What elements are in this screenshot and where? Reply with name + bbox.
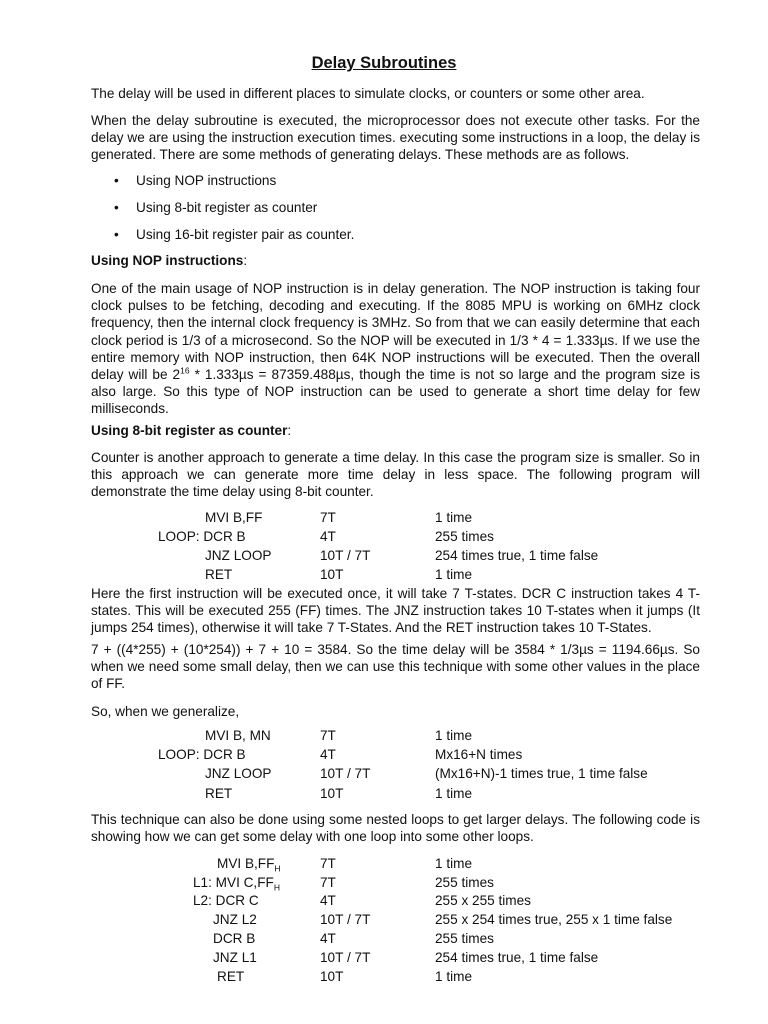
code-instruction: RET bbox=[205, 786, 233, 801]
heading-colon: : bbox=[243, 253, 248, 268]
hex-subscript: H bbox=[273, 882, 280, 893]
code-tstates: 10T / 7T bbox=[320, 950, 371, 965]
code-tstates: 4T bbox=[320, 529, 336, 544]
code-line bbox=[0, 969, 768, 988]
code-line bbox=[0, 728, 768, 747]
code-instruction: LOOP: DCR B bbox=[158, 747, 246, 762]
code-line bbox=[0, 875, 768, 894]
counter-paragraph: Counter is another approach to generate a time delay. In this case the program size is smaller. So in this approach we can generate more time delay in less space. The following program will demonstrate the time delay using 8-bit counter. bbox=[91, 450, 700, 500]
method-label: Using 16-bit register pair as counter. bbox=[136, 227, 355, 242]
code-count: Mx16+N times bbox=[435, 747, 523, 762]
code-line bbox=[0, 912, 768, 931]
code-count: 254 times true, 1 time false bbox=[435, 950, 599, 965]
code-line bbox=[0, 529, 768, 548]
code-count: 255 times bbox=[435, 529, 494, 544]
bullet-icon: • bbox=[114, 227, 119, 242]
nop-paragraph bbox=[91, 280, 700, 418]
code-line bbox=[0, 950, 768, 969]
code-tstates: 7T bbox=[320, 875, 336, 890]
code-count: 255 times bbox=[435, 931, 494, 946]
explanation-paragraph-1: Here the first instruction will be executed once, it will take 7 T-states. DCR C instruction takes 4 T-states. This will be executed 255 (FF) times. The JNZ instruction takes 10 T-states when it jumps (It jumps 254 times), otherwise it will take 7 T-States. And the RET instruction takes 10 T-States. bbox=[91, 586, 700, 636]
code-line bbox=[0, 510, 768, 529]
code-line bbox=[0, 747, 768, 766]
heading-text: Using NOP instructions bbox=[91, 253, 244, 268]
intro-paragraph-1: The delay will be used in different places to simulate clocks, or counters or some other area. bbox=[91, 86, 645, 101]
nop-text-a: One of the main usage of NOP instruction is in delay generation. The NOP instruction is taking four clock pulses to be fetching, decoding and executing. If the 8085 MPU is working on 6MHz clock frequency, then the internal clock frequency is 3MHz. So from that we can easily determine that each clock period is 1/3 of a microsecond. So the NOP will be executed in 1/3 * 4 = 1.333µs. If we use the entire memory with NOP instruction, then 64K NOP instructions will be executed. Then the overall delay will be 2 bbox=[91, 281, 700, 383]
code-instruction: MVI B,FF bbox=[205, 510, 263, 525]
code-instruction: JNZ L1 bbox=[213, 950, 257, 965]
code-line bbox=[0, 856, 768, 875]
code-tstates: 4T bbox=[320, 747, 336, 762]
code-count: (Mx16+N)-1 times true, 1 time false bbox=[435, 766, 648, 781]
code-line bbox=[0, 931, 768, 950]
code-instruction: DCR B bbox=[213, 931, 256, 946]
code-tstates: 7T bbox=[320, 728, 336, 743]
code-count: 1 time bbox=[435, 510, 473, 525]
hex-subscript: H bbox=[274, 863, 281, 874]
code-tstates: 10T / 7T bbox=[320, 912, 371, 927]
instruction-text: L1: MVI C,FF bbox=[193, 875, 274, 890]
code-instruction: LOOP: DCR B bbox=[158, 529, 246, 544]
method-label: Using NOP instructions bbox=[136, 173, 277, 188]
heading-text: Using 8-bit register as counter bbox=[91, 423, 288, 438]
code-line bbox=[0, 766, 768, 785]
generalize-line: So, when we generalize, bbox=[91, 704, 240, 719]
code-count: 1 time bbox=[435, 856, 473, 871]
heading-colon: : bbox=[287, 423, 292, 438]
code-count: 254 times true, 1 time false bbox=[435, 548, 599, 563]
code-count: 255 x 255 times bbox=[435, 893, 531, 908]
code-line bbox=[0, 548, 768, 567]
code-tstates: 4T bbox=[320, 931, 336, 946]
section-heading-nop bbox=[91, 253, 247, 268]
code-count: 1 time bbox=[435, 728, 473, 743]
code-tstates: 10T / 7T bbox=[320, 548, 371, 563]
section-heading-counter bbox=[91, 423, 291, 438]
bullet-icon: • bbox=[114, 200, 119, 215]
code-tstates: 4T bbox=[320, 893, 336, 908]
code-instruction: JNZ L2 bbox=[213, 912, 257, 927]
code-instruction: JNZ LOOP bbox=[205, 548, 272, 563]
code-tstates: 10T bbox=[320, 786, 344, 801]
code-instruction bbox=[217, 856, 281, 874]
nop-text-b: * 1.333µs = 87359.488µs, though the time is not so large and the program size is also large. So this type of NOP instruction can be used to generate a short time delay for few milliseconds. bbox=[91, 367, 700, 417]
code-tstates: 10T bbox=[320, 567, 344, 582]
code-count: 255 x 254 times true, 255 x 1 time false bbox=[435, 912, 673, 927]
code-tstates: 10T / 7T bbox=[320, 766, 371, 781]
explanation-paragraph-2: 7 + ((4*255) + (10*254)) + 7 + 10 = 3584. So the time delay will be 3584 * 1/3µs = 1194.66µs. So when we need some small delay, then we can use this technique with some other values in the place of FF. bbox=[91, 642, 700, 692]
intro-paragraph-2: When the delay subroutine is executed, the microprocessor does not execute other tasks. For the delay we are using the instruction execution times. executing some instructions in a loop, the delay is generated. There are some methods of generating delays. These methods are as follows. bbox=[91, 113, 700, 163]
code-tstates: 10T bbox=[320, 969, 344, 984]
code-count: 1 time bbox=[435, 786, 473, 801]
code-instruction bbox=[193, 875, 280, 893]
code-line bbox=[0, 786, 768, 805]
code-instruction: JNZ LOOP bbox=[205, 766, 272, 781]
code-count: 1 time bbox=[435, 567, 473, 582]
code-instruction: MVI B, MN bbox=[205, 728, 271, 743]
bullet-icon: • bbox=[114, 173, 119, 188]
code-tstates: 7T bbox=[320, 856, 336, 871]
code-count: 1 time bbox=[435, 969, 473, 984]
code-instruction: RET bbox=[217, 969, 245, 984]
exponent: 16 bbox=[180, 365, 190, 376]
code-tstates: 7T bbox=[320, 510, 336, 525]
code-line bbox=[0, 567, 768, 586]
code-line bbox=[0, 893, 768, 912]
method-label: Using 8-bit register as counter bbox=[136, 200, 318, 215]
page-title: Delay Subroutines bbox=[311, 54, 457, 72]
code-count: 255 times bbox=[435, 875, 494, 890]
code-instruction: RET bbox=[205, 567, 233, 582]
nested-loops-paragraph: This technique can also be done using some nested loops to get larger delays. The following code is showing how we can get some delay with one loop into some other loops. bbox=[91, 812, 700, 845]
code-instruction: L2: DCR C bbox=[193, 893, 259, 908]
instruction-text: MVI B,FF bbox=[217, 856, 275, 871]
